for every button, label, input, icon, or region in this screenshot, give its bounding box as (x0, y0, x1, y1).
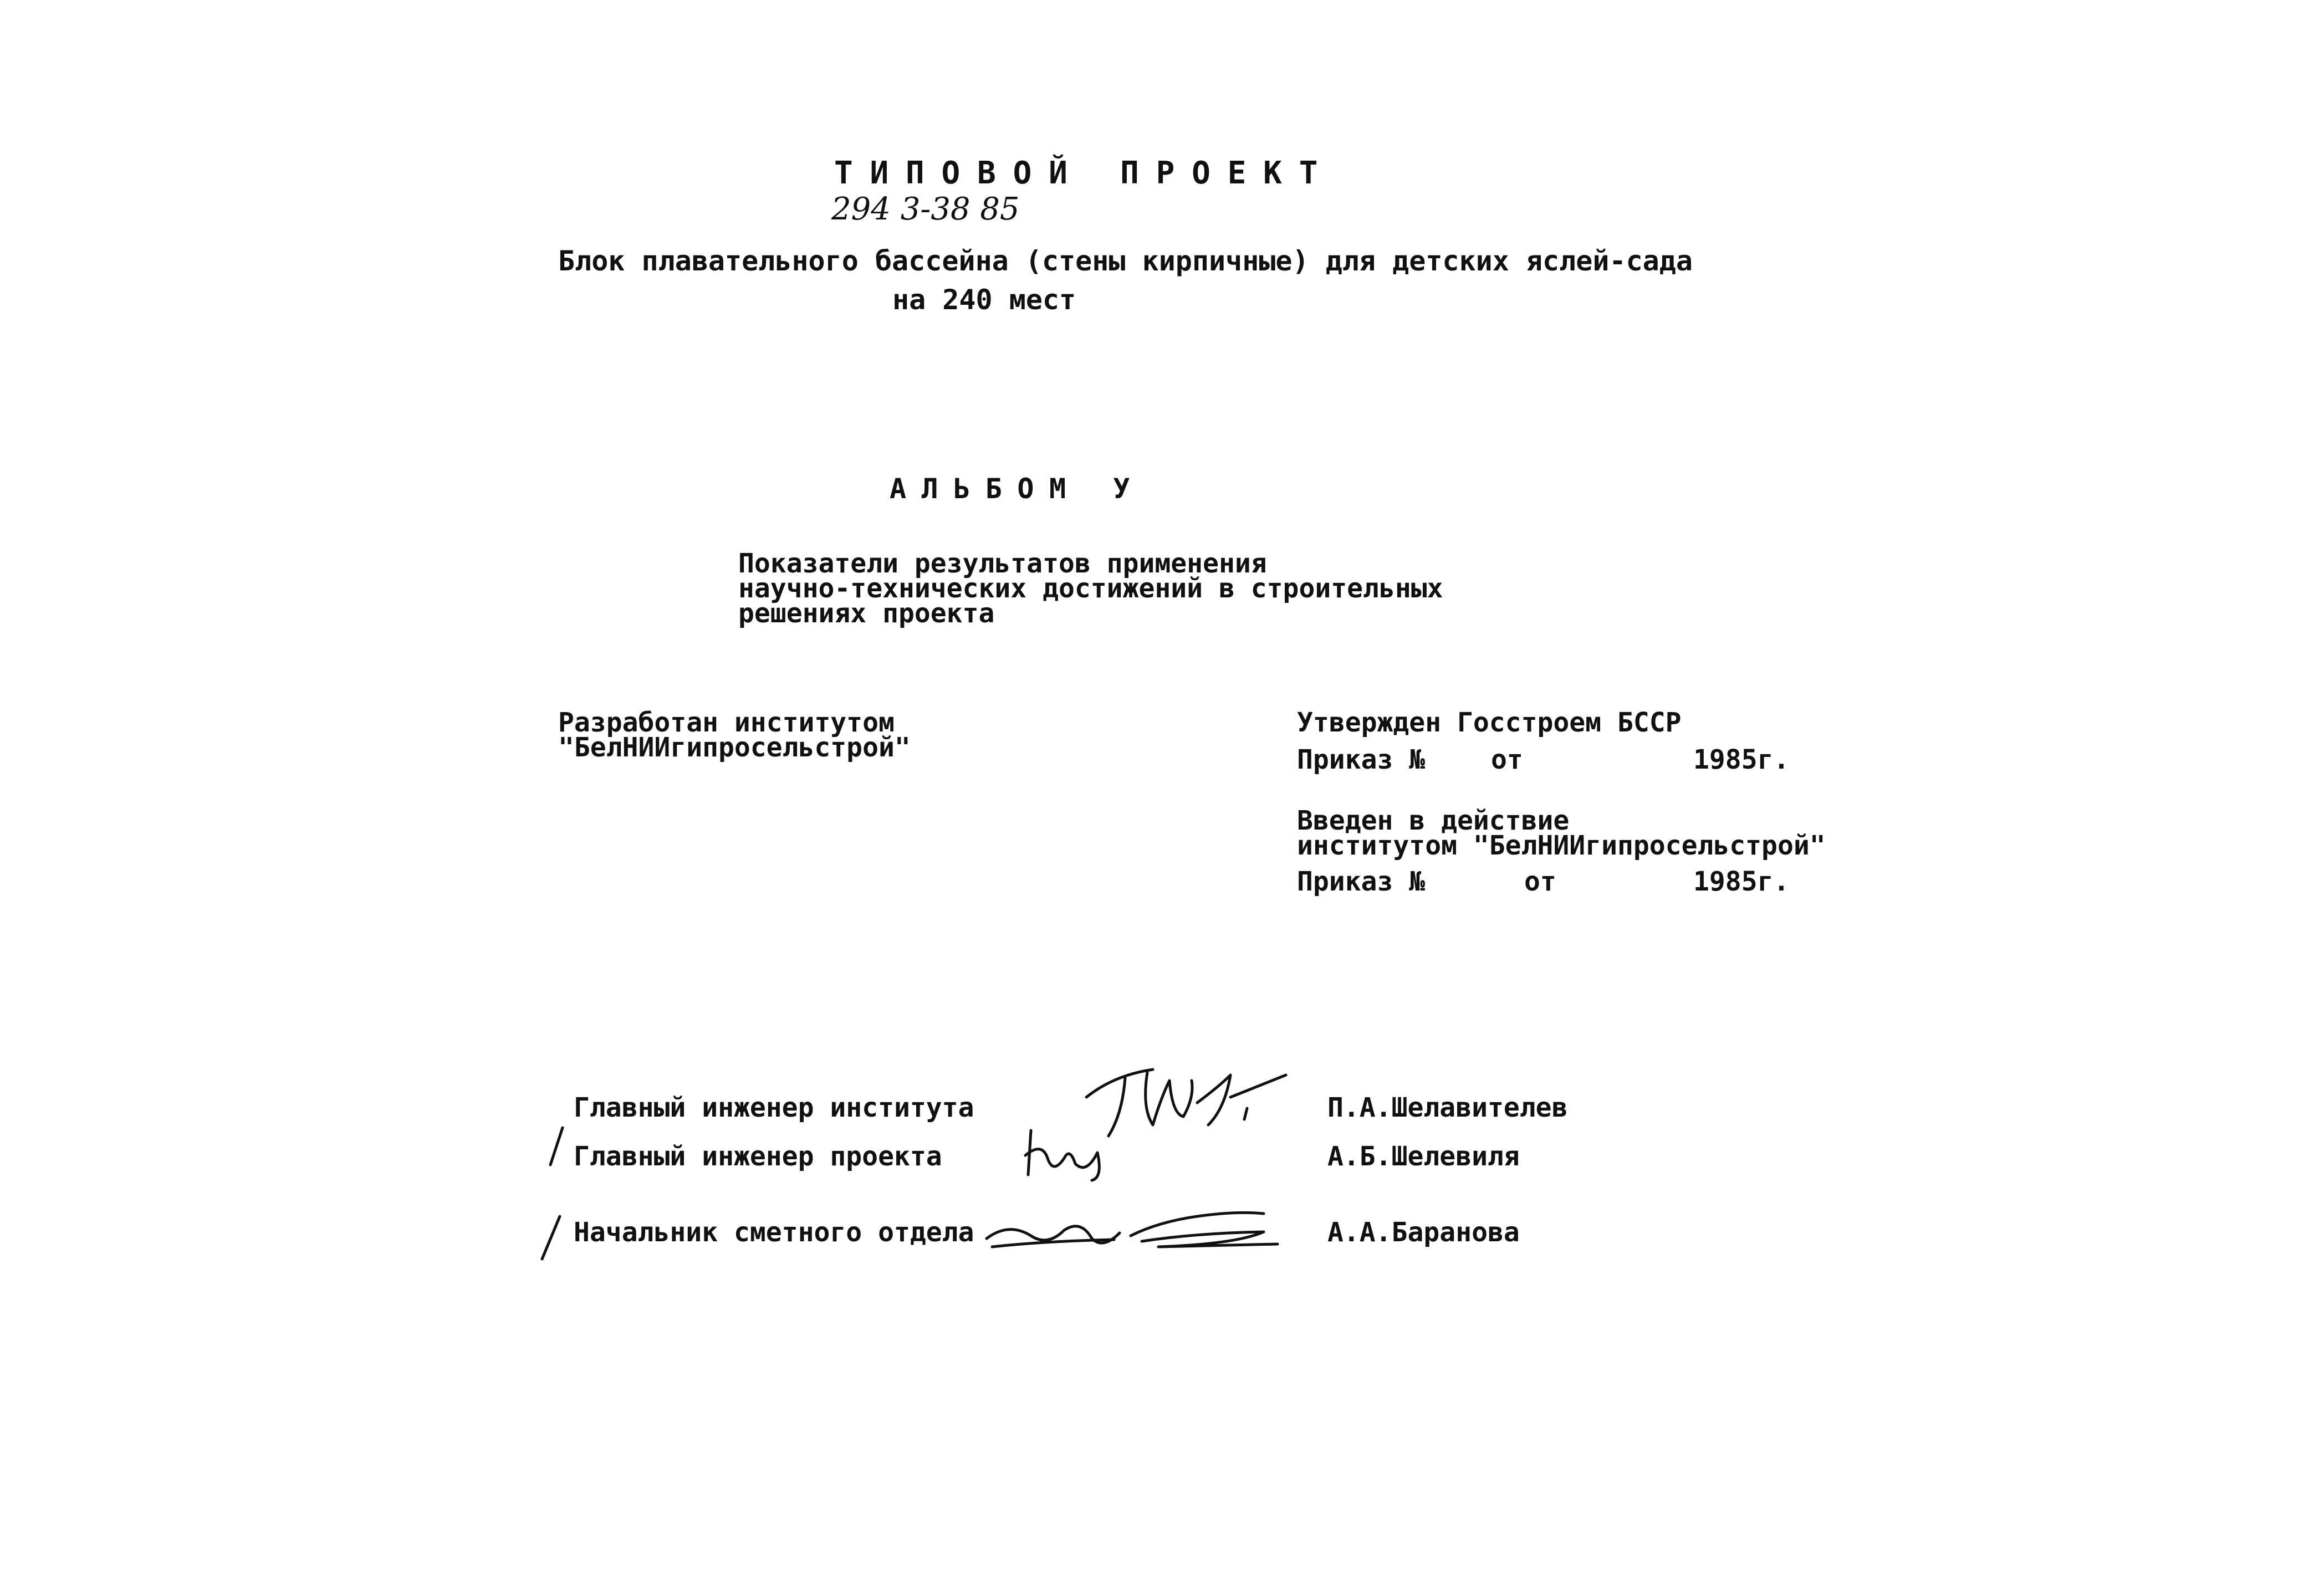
signature-head-estimate-department (975, 1205, 1286, 1261)
developed-by-line-1: Разработан институтом (558, 707, 895, 738)
signature-role-1: Главный инженер института (574, 1092, 974, 1123)
introduced-line-2: институтом "БелНИИгипросельстрой" (1297, 830, 1826, 861)
subject-line-1: Блок плавательного бассейна (стены кирпичные) для детских яслей-сада (558, 245, 1693, 277)
subject-line-2: на 240 мест (892, 284, 1076, 316)
introduced-order-label: Приказ № (1297, 866, 1426, 897)
signature-name-1: П.А.Шелавителев (1327, 1092, 1568, 1123)
introduced-from-label: от (1524, 866, 1556, 897)
album-title: АЛЬБОМ У (890, 473, 1145, 505)
album-description-line-3: решениях проекта (738, 598, 995, 629)
signature-name-3: А.А.Баранова (1327, 1217, 1520, 1248)
introduced-line-1: Введен в действие (1297, 805, 1570, 836)
signature-role-3: Начальник сметного отдела (574, 1217, 974, 1248)
signature-role-2: Главный инженер проекта (574, 1141, 942, 1172)
album-description-line-1: Показатели результатов применения (738, 548, 1267, 579)
margin-check-mark-3 (538, 1214, 565, 1263)
project-number: 294 3-38 85 (831, 191, 1020, 227)
margin-check-mark-2 (546, 1125, 568, 1169)
album-description-line-2: научно-технических достижений в строительных (738, 573, 1443, 604)
approved-order-label: Приказ № (1297, 744, 1426, 775)
document-title: ТИПОВОЙ ПРОЕКТ (834, 155, 1335, 191)
approved-by: Утвержден Госстроем БССР (1297, 707, 1682, 738)
developed-by-line-2: "БелНИИгипросельстрой" (558, 732, 911, 763)
signature-chief-engineer-project (1020, 1125, 1131, 1186)
approved-year: 1985г. (1693, 744, 1790, 775)
signature-name-2: А.Б.Шелевиля (1327, 1141, 1520, 1172)
approved-from-label: от (1491, 744, 1523, 775)
introduced-year: 1985г. (1693, 866, 1790, 897)
